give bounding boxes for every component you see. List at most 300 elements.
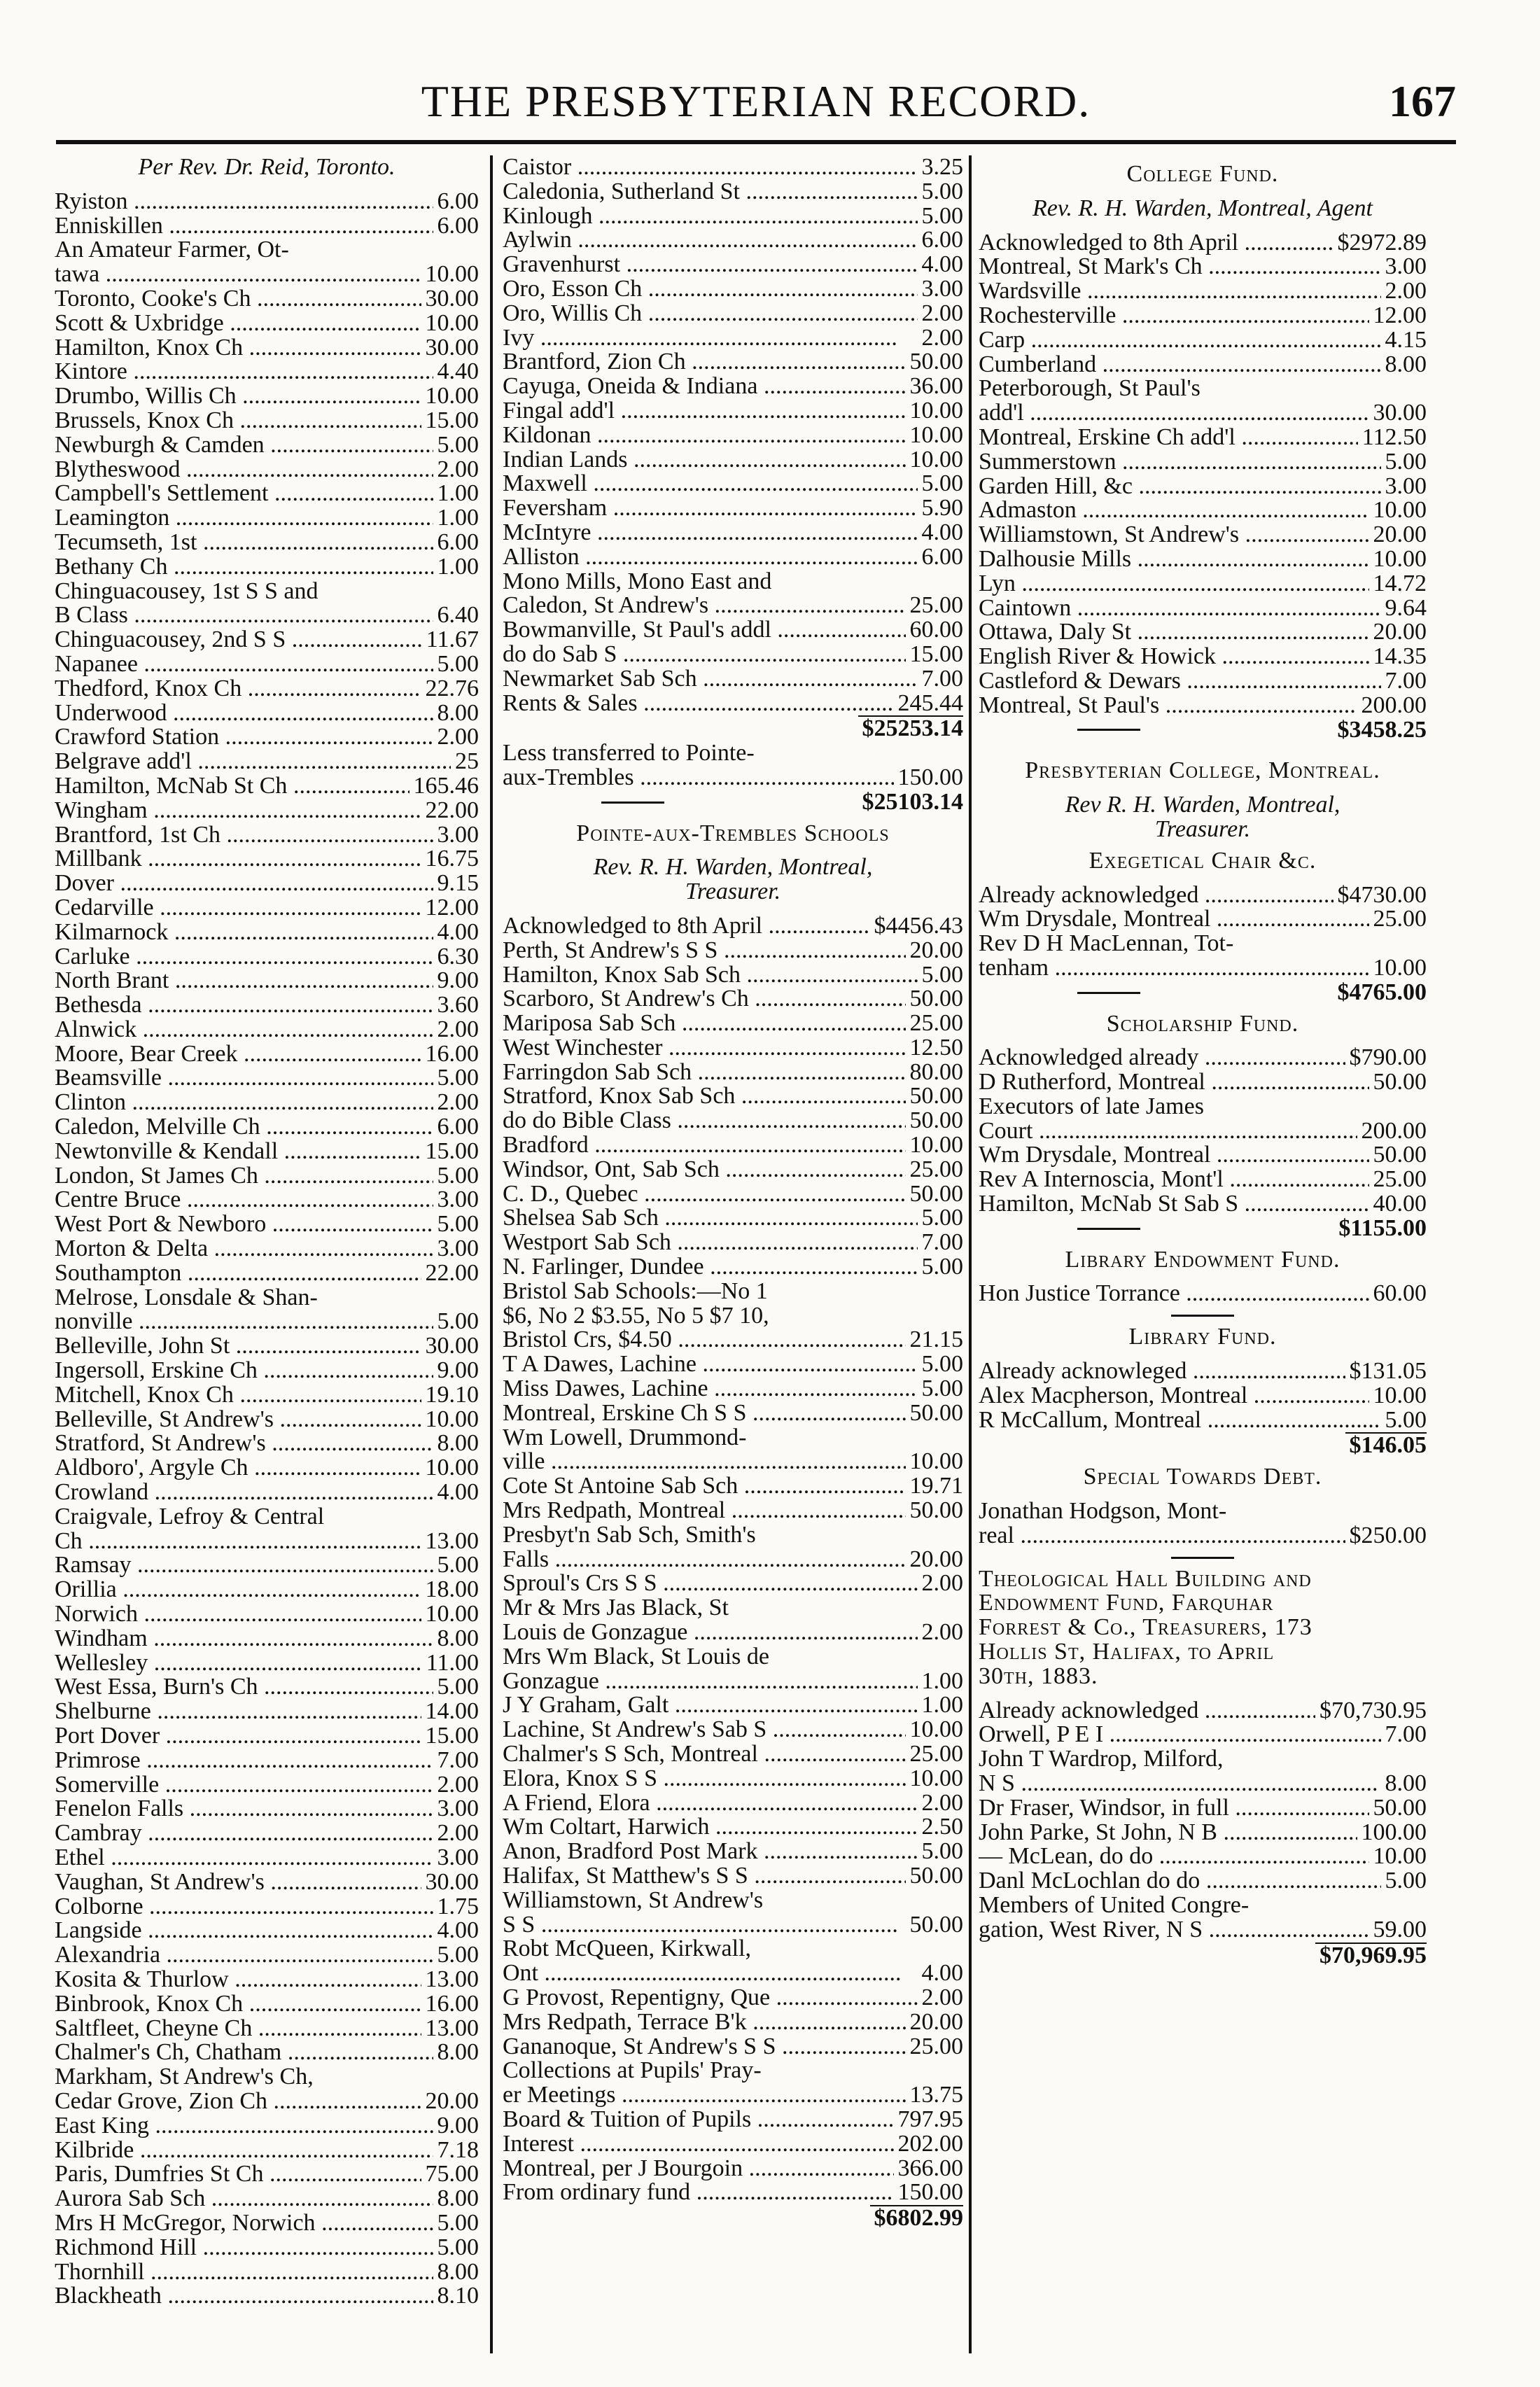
entry-row: [55, 1408, 479, 1432]
contribution-list: [979, 1699, 1427, 1942]
entry-name: Tecumseth, 1st .....: [55, 531, 433, 555]
entry-row: [503, 1937, 963, 1961]
entry-row: [979, 1796, 1427, 1821]
entry-amount: 200.00: [1361, 1117, 1427, 1144]
entry-amount: 10.00: [425, 1455, 479, 1481]
entry-row: [503, 1109, 963, 1133]
entry-name: Belleville, John St .....: [55, 1334, 421, 1359]
entry-row: [979, 401, 1427, 426]
entry-row: [55, 725, 479, 750]
entry-row: [979, 279, 1427, 304]
entry-row: [503, 1742, 963, 1767]
contribution-list: [979, 1359, 1427, 1432]
entry-amount: 5.00: [921, 961, 963, 988]
entry-row: [55, 628, 479, 652]
journal-title: THE PRESBYTERIAN RECORD.: [421, 76, 1091, 126]
entry-amount: 25.00: [909, 1741, 963, 1767]
entry-name: Dr Fraser, Windsor, in full .....: [979, 1796, 1369, 1821]
heading-line: Theological Hall Building and: [979, 1565, 1312, 1592]
entry-row: [503, 1499, 963, 1523]
entry-row: [55, 2211, 479, 2236]
entry-row: [503, 987, 963, 1011]
entry-amount: 5.00: [1385, 448, 1427, 475]
entry-name: Brantford, Zion Ch .....: [503, 350, 906, 374]
entry-row: [55, 1066, 479, 1091]
entry-amount: 202.00: [897, 2130, 963, 2157]
entry-amount: 5.00: [1385, 1868, 1427, 1894]
entry-row: [55, 823, 479, 848]
agent-line: Treasurer.: [1154, 816, 1251, 842]
entry-row: [503, 1889, 963, 1913]
entry-amount: 2.00: [437, 1771, 479, 1798]
entry-amount: 8.00: [1385, 351, 1427, 377]
entry-row: [55, 2040, 479, 2065]
entry-name: tenham .....: [979, 956, 1369, 981]
entry-name: Lachine, St Andrew's Sab S .....: [503, 1718, 906, 1742]
entry-row: [979, 547, 1427, 572]
entry-name: Leamington .....: [55, 506, 433, 531]
entry-row: [503, 326, 963, 351]
entry-name: T A Dawes, Lachine .....: [503, 1352, 918, 1377]
entry-name: D Rutherford, Montreal .....: [979, 1070, 1369, 1095]
entry-amount: 2.00: [1385, 278, 1427, 304]
entry-name: nonville .....: [55, 1310, 433, 1334]
entry-row: [55, 1797, 479, 1821]
entry-name: From ordinary fund .....: [503, 2180, 894, 2205]
entry-row: [979, 255, 1427, 279]
entry-row: [55, 1188, 479, 1212]
entry-row: [979, 669, 1427, 694]
entry-name: Rochesterville .....: [979, 304, 1369, 328]
entry-row: [503, 1352, 963, 1377]
entry-row: [979, 1070, 1427, 1095]
entry-name: Sproul's Crs S S .....: [503, 1572, 918, 1596]
entry-name: Somerville .....: [55, 1773, 433, 1798]
entry-row: [55, 2260, 479, 2285]
entry-amount: 150.00: [897, 2179, 963, 2206]
total-row: [979, 1942, 1427, 1968]
entry-row: [503, 1596, 963, 1620]
entry-amount: 5.90: [921, 495, 963, 522]
entry-amount: 366.00: [897, 2155, 963, 2181]
entry-row: [503, 277, 963, 302]
entry-name: Ryiston .....: [55, 190, 433, 214]
entry-row: [503, 1815, 963, 1840]
entry-name: Falls .....: [503, 1548, 906, 1572]
entry-name: Westport Sab Sch .....: [503, 1231, 918, 1255]
entry-row: [55, 1919, 479, 1943]
section-heading: Exegetical Chair &c.: [1088, 847, 1317, 874]
entry-amount: 1.00: [437, 505, 479, 531]
entry-name: Acknowledged to 8th April .....: [979, 231, 1334, 255]
entry-row: [503, 1182, 963, 1207]
entry-name: Wm Drysdale, Montreal .....: [979, 1143, 1369, 1168]
entry-name: Hamilton, Knox Sab Sch .....: [503, 963, 918, 988]
entry-amount: 8.00: [437, 2185, 479, 2212]
entry-amount: 50.00: [1373, 1142, 1427, 1168]
entry-row: [55, 1846, 479, 1870]
entry-name: Anon, Bradford Post Mark .....: [503, 1840, 918, 1864]
entry-name: Mr & Mrs Jas Black, St: [503, 1596, 729, 1621]
entry-amount: 10.00: [909, 1716, 963, 1743]
entry-amount: 4.00: [437, 1917, 479, 1944]
agent-line: Rev. R. H. Warden, Montreal,: [593, 854, 873, 881]
entry-amount: 5.00: [437, 2234, 479, 2260]
entry-amount: 13.00: [425, 1527, 479, 1554]
entry-name: Kildonan .....: [503, 424, 906, 448]
header-rule: [56, 140, 1456, 144]
entry-amount: 3.00: [921, 275, 963, 302]
entry-amount: 3.00: [437, 1844, 479, 1870]
entry-amount: 5.00: [437, 1162, 479, 1189]
entry-row: [55, 1578, 479, 1602]
entry-row: [979, 1869, 1427, 1893]
entry-name: Lyn .....: [979, 572, 1369, 596]
entry-name: Ingersoll, Erskine Ch .....: [55, 1359, 433, 1383]
entry-name: ville .....: [503, 1450, 906, 1474]
entry-amount: 1.75: [437, 1893, 479, 1919]
entry-amount: $250.00: [1349, 1522, 1427, 1548]
entry-row: [503, 496, 963, 521]
entry-row: [55, 1091, 479, 1115]
entry-name: Mrs Redpath, Montreal .....: [503, 1499, 906, 1523]
entry-name: Fenelon Falls .....: [55, 1797, 433, 1821]
entry-name: Ivy .....: [503, 326, 897, 351]
entry-row: [503, 2083, 963, 2108]
subtotal-row: [503, 790, 963, 815]
entry-amount: 14.00: [425, 1698, 479, 1725]
entry-name: Wm Coltart, Harwich .....: [503, 1815, 918, 1840]
entry-name: Castleford & Dewars .....: [979, 669, 1381, 694]
entry-row: [503, 1011, 963, 1036]
entry-name: N. Farlinger, Dundee .....: [503, 1255, 918, 1280]
section-heading: Library Fund.: [1128, 1324, 1277, 1350]
entry-row: [55, 409, 479, 433]
entry-amount: 10.00: [425, 1601, 479, 1628]
entry-row: [503, 545, 963, 570]
heading-line: Endowment Fund, Farquhar: [979, 1590, 1274, 1616]
entry-name: er Meetings .....: [503, 2083, 906, 2108]
entry-name: Board & Tuition of Pupils .....: [503, 2108, 894, 2132]
entry-name: Already acknowledged .....: [979, 1699, 1315, 1723]
entry-amount: 50.00: [909, 1083, 963, 1110]
entry-name: Alliston .....: [503, 545, 918, 570]
entry-row: [503, 472, 963, 496]
entry-row: [503, 1548, 963, 1572]
entry-amount: 4.00: [921, 251, 963, 278]
entry-row: [503, 2035, 963, 2059]
section-heading: College Fund.: [1126, 161, 1279, 187]
entry-amount: 1.00: [921, 1692, 963, 1718]
entry-amount: $790.00: [1349, 1044, 1427, 1071]
entry-name: Dover .....: [55, 872, 433, 896]
entry-row: [503, 228, 963, 253]
entry-amount: 5.00: [921, 1838, 963, 1865]
entry-row: [979, 1119, 1427, 1144]
entry-row: [979, 1524, 1427, 1548]
entry-row: [55, 969, 479, 993]
entry-amount: 2.00: [921, 324, 963, 351]
entry-row: [55, 309, 479, 336]
entry-row: [503, 1450, 963, 1474]
entry-row: [979, 1143, 1427, 1168]
entry-amount: 5.00: [921, 202, 963, 229]
entry-row: [503, 1133, 963, 1158]
entry-row: [979, 1046, 1427, 1070]
entry-name: Ch .....: [55, 1530, 421, 1554]
entry-amount: 19.10: [425, 1381, 479, 1408]
entry-row: [503, 421, 963, 448]
entry-row: [55, 287, 479, 312]
section-heading: Presbyterian College, Montreal.: [1025, 757, 1380, 784]
entry-name: Maxwell .....: [503, 472, 918, 496]
entry-amount: 50.00: [909, 349, 963, 375]
entry-row: [55, 2114, 479, 2138]
entry-name: Cambray .....: [55, 1821, 433, 1846]
entry-row: [55, 750, 479, 774]
entry-name: Norwich .....: [55, 1602, 421, 1627]
entry-amount: 16.00: [425, 1040, 479, 1067]
agent-line: Rev R. H. Warden, Montreal,: [1065, 792, 1340, 818]
entry-name: An Amateur Farmer, Ot-: [55, 238, 289, 263]
entry-name: Blytheswood .....: [55, 458, 433, 482]
entry-row: [55, 1773, 479, 1798]
entry-name: Crawford Station .....: [55, 725, 433, 750]
entry-row: [503, 1206, 963, 1231]
entry-name: Vaughan, St Andrew's .....: [55, 1870, 421, 1895]
entry-name: Indian Lands .....: [503, 448, 906, 472]
entry-name: Jonathan Hodgson, Mont-: [979, 1499, 1227, 1524]
entry-amount: 22.00: [425, 797, 479, 823]
entry-row: [503, 963, 963, 988]
entry-amount: 4.00: [921, 1960, 963, 1987]
entry-name: Langside .....: [55, 1919, 433, 1943]
entry-name: Brantford, 1st Ch .....: [55, 823, 433, 848]
entry-row: [979, 1918, 1427, 1942]
entry-row: [503, 1667, 963, 1694]
entry-amount: 3.00: [437, 1795, 479, 1822]
entry-name: Kilmarnock .....: [55, 920, 433, 945]
entry-amount: 8.00: [437, 699, 479, 726]
entry-name: — McLean, do do .....: [979, 1844, 1369, 1869]
entry-name: Newburgh & Camden .....: [55, 433, 433, 458]
entry-row: [503, 1961, 963, 1986]
entry-amount: 245.44: [897, 690, 963, 716]
entry-row: [503, 1474, 963, 1499]
entry-amount: 25.00: [1373, 1166, 1427, 1193]
entry-name: Presbyt'n Sab Sch, Smith's: [503, 1522, 756, 1548]
entry-row: [55, 1527, 479, 1554]
entry-name: Caledonia, Sutherland St .....: [503, 180, 918, 204]
entry-name: Montreal, St Paul's .....: [979, 694, 1357, 718]
heading-line: 30th, 1883.: [979, 1662, 1098, 1689]
entry-amount: 3.25: [921, 154, 963, 180]
entry-name: Wingham .....: [55, 799, 421, 823]
entry-name: Chinguacousey, 1st S S and: [55, 579, 318, 604]
entry-name: Caledon, Melville Ch .....: [55, 1115, 433, 1140]
entry-row: [55, 774, 479, 799]
entry-name: tawa .....: [55, 262, 421, 287]
agent-line: Rev. R. H. Warden, Montreal, Agent: [1032, 195, 1373, 221]
entry-amount: 5.00: [921, 178, 963, 204]
entry-row: [503, 302, 963, 326]
entry-amount: 5.00: [921, 1351, 963, 1378]
entry-row: [55, 1724, 479, 1749]
entry-amount: 15.00: [909, 640, 963, 667]
entry-row: [503, 1158, 963, 1182]
entry-name: Acknowledged already .....: [979, 1046, 1345, 1070]
entry-amount: 2.00: [437, 724, 479, 750]
entry-row: [55, 580, 479, 604]
entry-row: [503, 1280, 963, 1304]
agent-line: Per Rev. Dr. Reid, Toronto.: [138, 154, 396, 180]
heading-line: Hollis St, Halifax, to April: [979, 1639, 1275, 1665]
entry-name: Carluke .....: [55, 945, 433, 969]
entry-amount: 5.00: [1385, 1406, 1427, 1433]
entry-row: [55, 1310, 479, 1334]
total-amount: $70,969.95: [1315, 1942, 1427, 1968]
entry-amount: 50.00: [909, 1862, 963, 1889]
entry-amount: 10.00: [909, 446, 963, 472]
entry-name: Montreal, Erskine Ch S S .....: [503, 1401, 906, 1426]
entry-row: [503, 640, 963, 667]
entry-name: Orillia .....: [55, 1578, 421, 1602]
entry-name: Mrs H McGregor, Norwich .....: [55, 2211, 433, 2236]
entry-amount: 2.00: [921, 1789, 963, 1816]
entry-amount: 165.46: [413, 772, 479, 799]
entry-amount: 25: [455, 748, 479, 775]
page-header: [56, 76, 1456, 132]
entry-name: B Class .....: [55, 603, 433, 628]
entry-amount: 36.00: [909, 373, 963, 400]
entry-row: [503, 914, 963, 939]
contribution-list: [979, 883, 1427, 981]
entry-name: Danl McLochlan do do .....: [979, 1869, 1381, 1893]
entry-amount: 21.15: [909, 1326, 963, 1353]
entry-row: [55, 1237, 479, 1261]
entry-name: Cedar Grove, Zion Ch .....: [55, 2090, 421, 2114]
entry-name: Clinton .....: [55, 1091, 433, 1115]
entry-name: J Y Graham, Galt .....: [503, 1693, 918, 1718]
entry-name: Caintown .....: [979, 596, 1381, 621]
entry-row: [55, 1992, 479, 2017]
entry-amount: 20.00: [909, 2008, 963, 2035]
entry-amount: 10.00: [1373, 1843, 1427, 1870]
entry-amount: 11.00: [426, 1649, 479, 1676]
entry-name: Kinlough .....: [503, 204, 918, 229]
entry-name: Thornhill .....: [55, 2260, 433, 2285]
entry-name: English River & Howick .....: [979, 645, 1369, 669]
entry-name: Orwell, P E I .....: [979, 1723, 1381, 1747]
entry-name: Hon Justice Torrance .....: [979, 1282, 1369, 1306]
entry-row: [55, 920, 479, 945]
entry-name: Shelsea Sab Sch .....: [503, 1206, 918, 1231]
entry-row: [55, 384, 479, 409]
entry-row: [979, 498, 1427, 523]
entry-row: [979, 620, 1427, 645]
transfer-row: [503, 741, 963, 766]
entry-row: [979, 932, 1427, 956]
entry-amount: 30.00: [1373, 400, 1427, 426]
entry-amount: 2.50: [921, 1814, 963, 1840]
entry-row: [503, 155, 963, 180]
entry-row: [55, 1018, 479, 1042]
entry-row: [979, 1499, 1427, 1524]
entry-amount: 60.00: [909, 617, 963, 643]
entry-amount: 50.00: [909, 1399, 963, 1426]
entry-name: Alexandria .....: [55, 1943, 433, 1968]
entry-row: [503, 1523, 963, 1548]
entry-amount: 10.00: [425, 383, 479, 410]
entry-amount: 1.00: [437, 553, 479, 580]
entry-name: Montreal, St Mark's Ch .....: [979, 255, 1381, 279]
entry-name: Newtonville & Kendall .....: [55, 1140, 421, 1164]
entry-amount: $70,730.95: [1320, 1697, 1427, 1723]
entry-name: Dalhousie Mills .....: [979, 547, 1369, 572]
entry-amount: 6.00: [437, 212, 479, 239]
transfer-amount: 150.00: [897, 764, 963, 790]
entry-amount: 25.00: [909, 1010, 963, 1037]
entry-amount: 6.00: [437, 1114, 479, 1140]
entry-name: N S .....: [979, 1772, 1378, 1796]
entry-row: [55, 458, 479, 482]
entry-name: Elora, Knox S S .....: [503, 1767, 906, 1791]
total-amount: $4765.00: [1337, 979, 1427, 1005]
total-row: [979, 718, 1427, 743]
entry-name: Belleville, St Andrew's .....: [55, 1408, 421, 1432]
entry-amount: 3.00: [1385, 253, 1427, 280]
entry-name: Collections at Pupils' Pray-: [503, 2059, 762, 2084]
entry-amount: 6.00: [921, 227, 963, 253]
entry-row: [55, 799, 479, 823]
entry-amount: 10.00: [909, 1448, 963, 1475]
entry-row: [55, 677, 479, 701]
entry-amount: 75.00: [425, 2161, 479, 2188]
entry-amount: 8.00: [437, 1625, 479, 1651]
entry-amount: 3.00: [437, 821, 479, 848]
entry-amount: 50.00: [909, 986, 963, 1012]
contribution-list: [979, 1046, 1427, 1217]
entry-amount: 1.00: [921, 1667, 963, 1694]
entry-amount: 13.00: [425, 2015, 479, 2041]
total-amount: $3458.25: [1337, 716, 1427, 743]
entry-row: [503, 692, 963, 716]
entry-amount: 20.00: [909, 937, 963, 963]
entry-amount: 5.00: [437, 2209, 479, 2236]
entry-row: [55, 2187, 479, 2211]
entry-name: Wm Drysdale, Montreal .....: [979, 907, 1369, 932]
entry-amount: 10.00: [909, 421, 963, 448]
entry-row: [503, 374, 963, 399]
entry-name: Bristol Crs, $4.50 .....: [503, 1328, 906, 1352]
entry-row: [55, 701, 479, 726]
entry-name: Montreal, Erskine Ch add'l .....: [979, 426, 1358, 450]
entry-name: Cayuga, Oneida & Indiana .....: [503, 374, 906, 399]
entry-name: do do Bible Class .....: [503, 1109, 906, 1133]
entry-row: [55, 1042, 479, 1067]
entry-name: Blackheath .....: [55, 2284, 433, 2309]
entry-row: [503, 204, 963, 229]
entry-name: Robt McQueen, Kirkwall,: [503, 1937, 752, 1962]
entry-row: [979, 523, 1427, 547]
entry-row: [55, 2065, 479, 2090]
entry-row: [503, 939, 963, 963]
entry-name: Paris, Dumfries St Ch .....: [55, 2162, 421, 2187]
entry-amount: 10.00: [909, 1132, 963, 1158]
entry-row: [55, 1140, 479, 1164]
column-2: [503, 155, 963, 2231]
entry-row: [55, 482, 479, 506]
